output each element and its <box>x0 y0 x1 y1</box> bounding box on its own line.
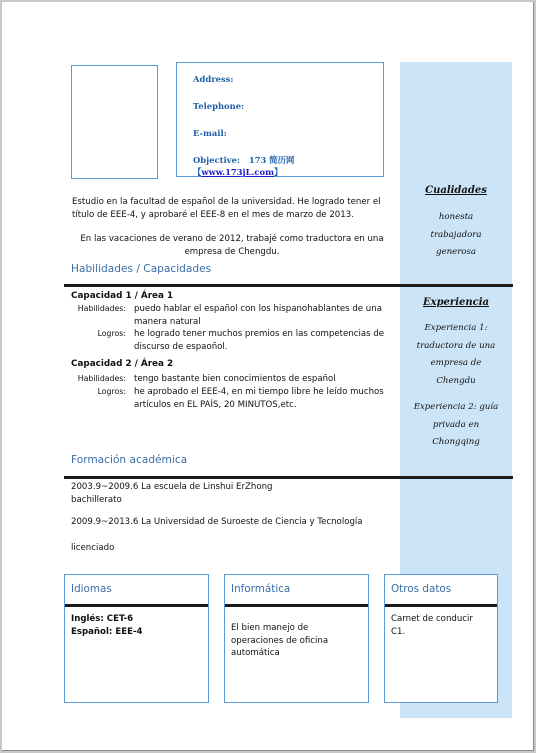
qualities-list <box>400 209 512 262</box>
objective-text: 173 简历网【 <box>193 155 295 177</box>
experience-1-line: traductora de una <box>416 340 496 351</box>
experience-2-line: Chongqing <box>432 437 480 447</box>
experience-2-line: Experiencia 2: guía <box>413 402 499 412</box>
experience-heading: Experiencia <box>422 297 489 308</box>
capacity-2-hab-text: tengo bastante bien conocimientos de español <box>134 374 336 384</box>
experience-1-line: empresa de <box>430 358 482 368</box>
otros-title: Otros datos <box>391 583 452 595</box>
capacity-1-title: Capacidad 1 / Área 1 <box>71 291 174 301</box>
sidebar-rule-1 <box>400 284 513 287</box>
education-2-line: 2009.9~2013.6 La Universidad de Suroeste de Ciencia y Tecnología <box>71 517 363 527</box>
education-1-degree: bachillerato <box>71 495 122 505</box>
idiomas-rule <box>65 604 208 607</box>
experience-1-line: Experiencia 1: <box>424 323 488 333</box>
informatica-title: Informática <box>231 583 291 595</box>
experience-1 <box>400 320 512 390</box>
informatica-box <box>224 574 369 703</box>
capacity-2-log-label: Logros: <box>97 387 126 396</box>
idiomas-line: Español: EEE-4 <box>71 626 143 637</box>
objective-row <box>193 154 383 178</box>
informatica-rule <box>225 604 368 607</box>
education-1-line: 2003.9~2009.6 La escuela de Linshui ErZhong <box>71 482 273 492</box>
idiomas-title: Idiomas <box>71 583 112 595</box>
experience-1-line: Chengdu <box>436 375 476 386</box>
intro-paragraph-2: En las vacaciones de verano de 2012, trabajé como traductora en una empresa de Chengdu. <box>80 234 384 257</box>
quality-item: honesta <box>438 212 474 222</box>
resume-page <box>2 2 534 751</box>
capacity-1-log-text: he logrado tener muchos premios en las competencias de discurso de espaoñol. <box>134 329 385 352</box>
experience-2-line: privada en <box>432 419 480 430</box>
objective-link[interactable]: www.173jL.com <box>201 167 274 177</box>
education-2-degree: licenciado <box>71 543 115 553</box>
address-label: Address: <box>193 74 234 84</box>
quality-item: trabajadora <box>430 229 482 240</box>
idiomas-box <box>64 574 209 703</box>
capacity-1-log-label: Logros: <box>97 329 126 338</box>
capacity-1-hab-label: Habilidades: <box>77 304 126 313</box>
capacity-2-log-text: he aprobado el EEE-4, en mi tiempo libre he leído muchos artículos en EL PAÍS, 20 MINUTOS,etc. <box>134 387 384 410</box>
otros-body <box>391 613 491 638</box>
education-rule <box>64 476 513 479</box>
capacity-1-hab-text: puedo hablar el español con los hispanohablantes de una manera natural <box>134 304 382 327</box>
skills-heading: Habilidades / Capacidades <box>71 263 212 275</box>
otros-rule <box>385 604 497 607</box>
email-label: E-mail: <box>193 128 227 138</box>
objective-label: Objective: <box>193 155 240 165</box>
otros-box <box>384 574 498 703</box>
photo-placeholder <box>71 65 158 179</box>
idiomas-body <box>71 613 199 638</box>
capacity-2-hab-label: Habilidades: <box>77 374 126 383</box>
contact-box <box>176 62 384 177</box>
informatica-body: El bien manejo de operaciones de oficina automática <box>231 623 329 658</box>
education-heading: Formación académica <box>71 454 188 466</box>
otros-line: C1. <box>391 626 406 637</box>
experience-2 <box>400 399 512 452</box>
telephone-label: Telephone: <box>193 101 245 111</box>
capacity-2-title: Capacidad 2 / Área 2 <box>71 359 174 369</box>
intro-paragraph-1: Estudio en la facultad de español de la universidad. He logrado tener el título de EEE-4, y aprobaré el EEE-8 en el mes de marzo de 2013. <box>72 197 381 220</box>
quality-item: generosa <box>435 247 477 257</box>
objective-close: 】 <box>273 167 283 177</box>
qualities-heading: Cualidades <box>425 185 487 196</box>
otros-line: Carnet de conducir <box>391 614 473 624</box>
idiomas-line: Inglés: CET-6 <box>71 614 134 624</box>
